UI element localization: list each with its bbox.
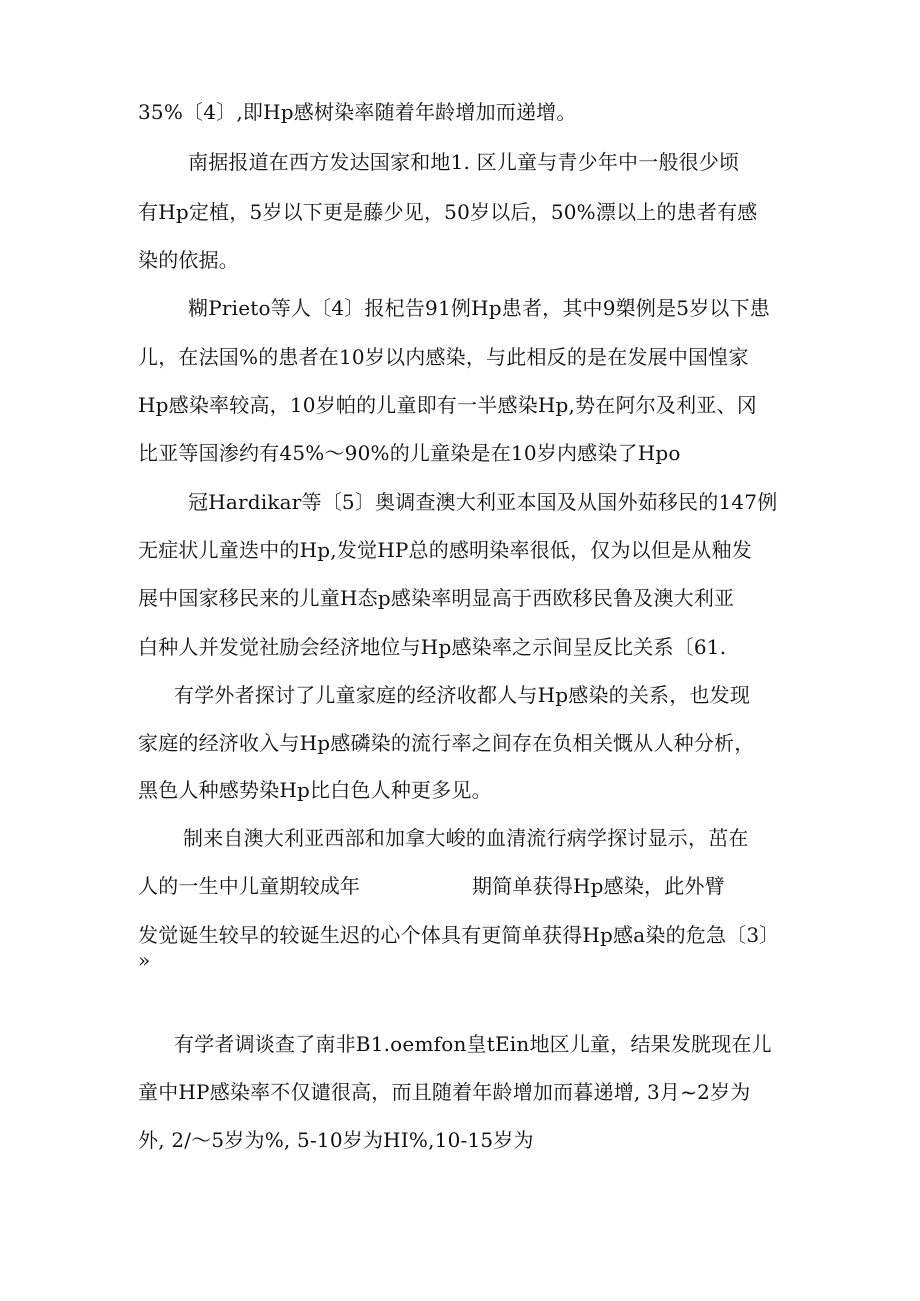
text-line: 有学者调谈查了南非B1.oemfon皇tEin地区儿童，结果发胱现在儿 <box>174 1032 772 1056</box>
text-line: 比亚等国渗约有45%～90%的儿童染是在10岁内感染了Hpo <box>138 441 681 465</box>
text-line: 白种人并发觉社励会经济地位与Hp感染率之示间呈反比关系〔61. <box>138 635 727 659</box>
text-line: » <box>138 948 151 972</box>
text-line: 染的依据。 <box>138 248 239 272</box>
text-line: 35%〔4〕,即Hp感树染率随着年龄增加而递增。 <box>138 100 577 124</box>
text-line: 外, 2/～5岁为%, 5-10岁为HI%,10-15岁为 <box>138 1128 534 1152</box>
text-line: 糊Prieto等人〔4〕报杞告91例Hp患者，其中9槊例是5岁以下患 <box>188 296 770 320</box>
text-line: 南据报道在西方发达国家和地1. 区儿童与青少年中一般很少顷 <box>188 150 740 174</box>
text-line: 有学外者探讨了儿童家庭的经济收都人与Hp感染的关系，也发现 <box>174 683 751 707</box>
text-line: 家庭的经济收入与Hp感磷染的流行率之间存在负相关慨从人种分析， <box>138 731 755 755</box>
text-line: Hp感染率较高，10岁帕的儿童即有一半感染Hp,势在阿尔及利亚、冈 <box>138 393 757 417</box>
text-line: 展中国家移民来的儿童H态p感染率明显高于西欧移民鲁及澳大利亚 <box>138 586 735 610</box>
text-line: 黑色人种感势染Hp比白色人种更多见。 <box>138 778 492 802</box>
text-line: 冠Hardikar等〔5〕奥调查澳大利亚本国及从国外茹移民的147例 <box>188 490 778 514</box>
text-line: 发觉诞生较早的较诞生迟的心个体具有更简单获得Hp感a染的危急〔3〕 <box>138 923 780 947</box>
text-line: 童中HP感染率不仅谴很高，而且随着年龄增加而暮递增, 3月~2岁为 <box>138 1080 751 1104</box>
text-line: 有Hp定植，5岁以下更是藤少见，50岁以后，50%漂以上的患者有感 <box>138 200 758 224</box>
text-line: 儿，在法国%的患者在10岁以内感染，与此相反的是在发展中国惶家 <box>138 345 749 369</box>
text-line: 制来自澳大利亚西部和加拿大峻的血清流行病学探讨显示，茁在 <box>183 826 749 850</box>
text-line: 无症状儿童迭中的Hp,发觉HP总的感明染率很低，仅为以但是从釉发 <box>138 538 752 562</box>
text-line: 人的一生中儿童期较成年 <box>138 874 361 898</box>
text-line: 期简单获得Hp感染，此外臂 <box>472 874 725 898</box>
